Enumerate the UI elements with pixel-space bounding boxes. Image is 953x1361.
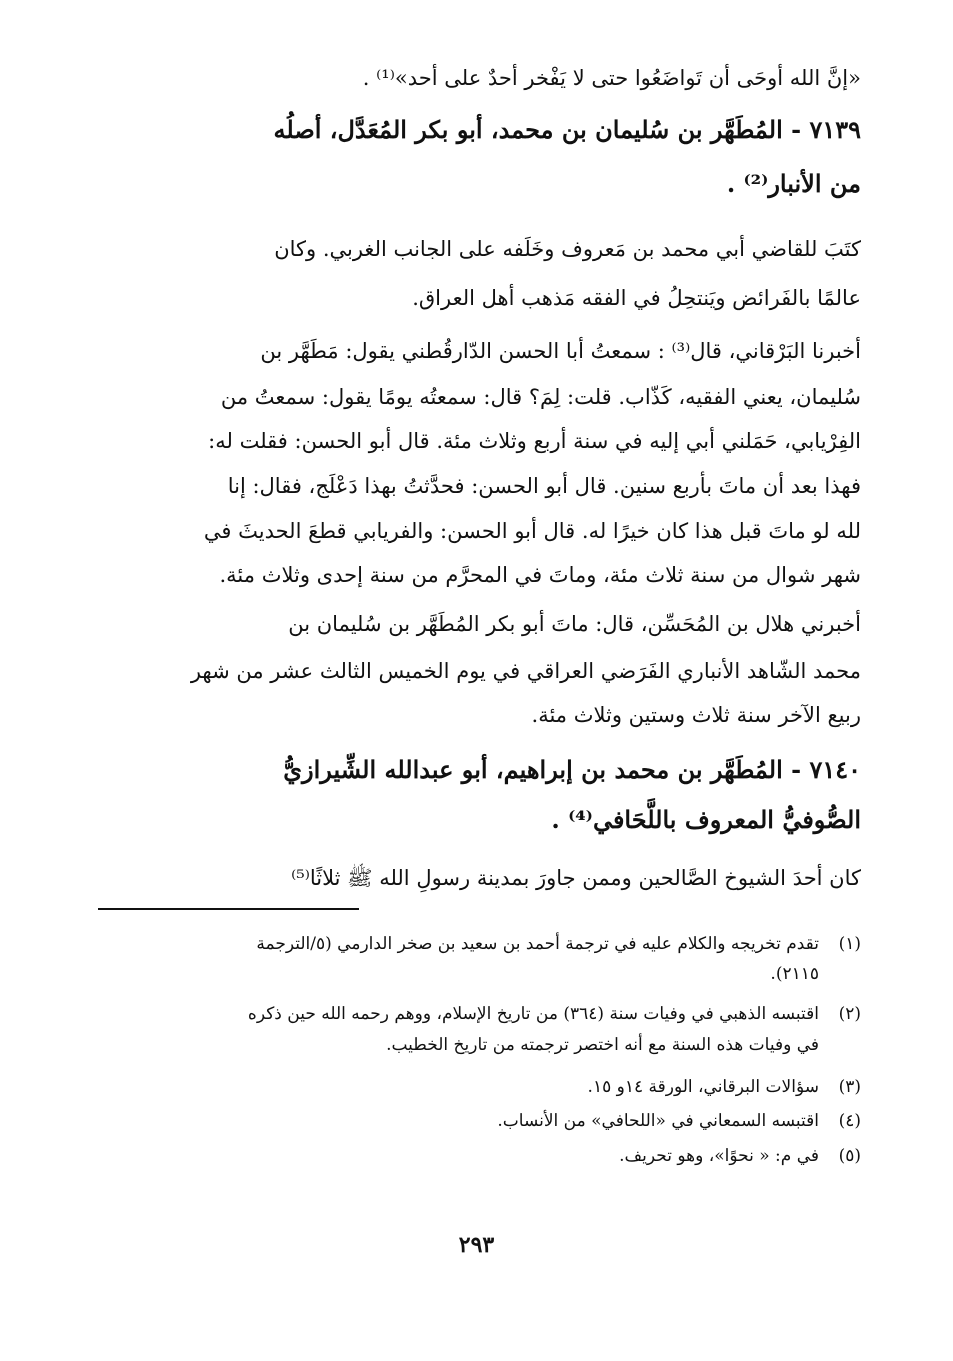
footnote-2 bbox=[91, 1004, 861, 1055]
hadith-quote-line: «إنَّ الله أوحَى أن تَواضَعُوا حتى لا يَفْخر أحدٌ على أحد»⁽¹⁾ . bbox=[362, 66, 861, 90]
body-line: شهر شوال من سنة ثلاث مئة، وماتَ في المحرَّم من سنة إحدى وثلاث مئة. bbox=[219, 563, 861, 587]
body-line: أخبرنا البَرْقاني، قال⁽³⁾ : سمعتُ أبا الحسن الدّارقُطني يقول: مَطَهَّر بن bbox=[260, 339, 861, 363]
footnote-number: (٣) bbox=[838, 1077, 861, 1097]
footnote-4 bbox=[91, 1111, 861, 1131]
body-line: الفِرْيابي، حَمَلني أبي إليه في سنة أربع وثلاث مئة. قال أبو الحسن: فقلت له: bbox=[208, 429, 861, 453]
body-line: أخبرني هلال بن المُحَسِّن، قال: ماتَ أبو بكر المُطَهَّر بن سُليمان بن bbox=[288, 612, 861, 636]
body-line: عالمًا بالفَرائض ويَنتحِلُ في الفقه مَذهب أهل العراق. bbox=[412, 286, 861, 310]
body-line: ربيع الآخر سنة ثلاث وستين وثلاث مئة. bbox=[531, 703, 861, 727]
footnote-5 bbox=[91, 1146, 861, 1166]
body-line: لله لو ماتَ قبل هذا كان خيرًا له. قال أبو الحسن: والفريابي قطعَ الحديثَ في bbox=[203, 519, 861, 543]
footnote-number: (١) bbox=[838, 934, 861, 954]
body-line: كتَبَ للقاضي أبي محمد بن مَعروف وخَلَفه على الجانب الغربي. وكان bbox=[274, 237, 861, 261]
entry-7140-heading-cont: الصُّوفيُّ المعروف باللَّحَافي⁽⁴⁾ . bbox=[551, 805, 861, 834]
footnote-separator bbox=[98, 908, 359, 910]
body-line: محمد الشّاهد الأنباري الفَرَضي العراقي في يوم الخميس الثالث عشر من شهر bbox=[190, 659, 861, 683]
body-line: فهذا بعد أن ماتَ بأربع سنين. قال أبو الحسن: فحدَّثتُ بهذا دَعْلَج، فقال: إنا bbox=[227, 474, 861, 498]
footnote-text: في م: « نحوًا»، وهو تحريف. bbox=[619, 1146, 819, 1166]
page-number: ٢٩٣ bbox=[458, 1232, 495, 1258]
body-line: سُليمان، يعني الفقيه، كَذّاب. قلت: لِمَ؟ قال: سمعتُه يومًا يقول: سمعتُ من bbox=[220, 385, 861, 409]
footnote-text: سؤالات البرقاني، الورقة ١٤و ١٥. bbox=[587, 1077, 819, 1097]
footnote-text: اقتبسه الذهبي في وفيات سنة (٣٦٤) من تاريخ الإسلام، ووهم رحمه الله حين ذكره bbox=[247, 1004, 819, 1024]
footnote-3 bbox=[91, 1077, 861, 1097]
footnote-text: اقتبسه السمعاني في «اللحافي» من الأنساب. bbox=[497, 1111, 819, 1131]
entry-7139-heading-cont: من الأنبار⁽²⁾ . bbox=[726, 169, 861, 198]
footnote-number: (٢) bbox=[838, 1004, 861, 1024]
entry-7140-heading: ٧١٤٠ - المُطَهَّر بن محمد بن إبراهيم، أبو عبدالله الشِّيرازيُّ bbox=[283, 755, 861, 784]
body-line: كان أحدَ الشيوخ الصَّالحين وممن جاورَ بمدينة رسولِ الله ﷺ ثلاثًا⁽⁵⁾ bbox=[291, 866, 861, 890]
footnote-1 bbox=[91, 934, 861, 984]
footnote-text-cont: في وفيات هذه السنة مع أنه اختصر ترجمته من تاريخ الخطيب. bbox=[386, 1035, 819, 1055]
footnote-text-cont: ٢١١٥). bbox=[770, 964, 819, 984]
footnote-number: (٥) bbox=[838, 1146, 861, 1166]
entry-7139-heading: ٧١٣٩ - المُطَهَّر بن سُليمان بن محمد، أبو بكر المُعَدَّل، أصلُه bbox=[273, 115, 861, 144]
footnote-text: تقدم تخريجه والكلام عليه في ترجمة أحمد بن سعيد بن صخر الدارمي (٥/الترجمة bbox=[256, 934, 819, 954]
footnote-number: (٤) bbox=[838, 1111, 861, 1131]
